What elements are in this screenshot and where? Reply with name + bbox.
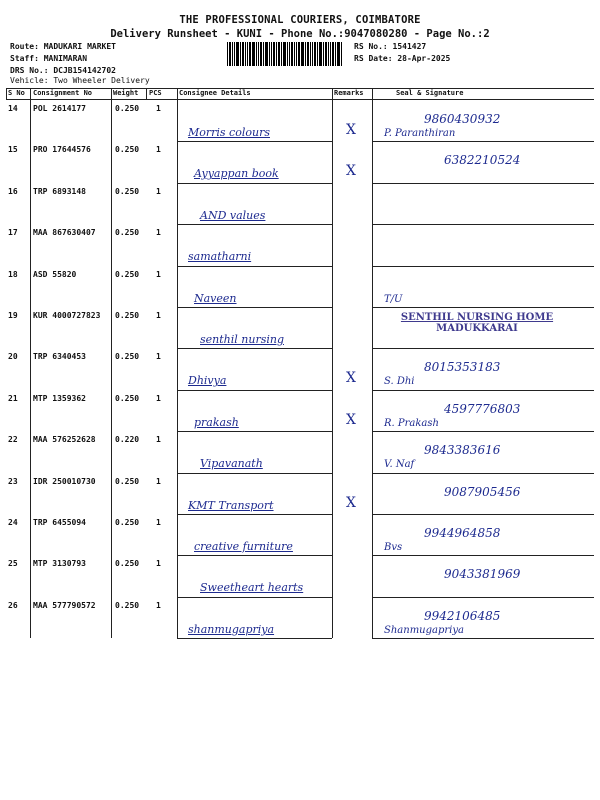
row-phone: 9043381969 (444, 567, 521, 582)
row-consignment-number: KUR 4000727823 (33, 311, 101, 320)
row-divider (177, 514, 332, 515)
rs-date: RS Date: 28-Apr-2025 (354, 54, 451, 63)
row-pieces: 1 (156, 559, 161, 569)
row-phone: 9843383616 (424, 443, 501, 458)
row-consignment-number: MAA 577790572 (33, 600, 96, 610)
row-consignee-name: samatharni (188, 250, 252, 264)
row-serial-number: 26 (8, 600, 18, 610)
row-signature: Shanmugapriya (384, 624, 464, 636)
row-signature: V. Naf (384, 459, 415, 471)
drs-text: DRS No.: DCJB154142702 (10, 66, 116, 75)
row-pieces: 1 (156, 228, 161, 238)
row-consignee-name: Naveen (194, 291, 237, 305)
row-consignment-number: MTP 3130793 (33, 559, 86, 569)
row-serial-number: 14 (8, 104, 18, 113)
row-remark-mark: X (346, 411, 356, 428)
row-pieces: 1 (156, 393, 161, 403)
row-phone: 9860430932 (424, 112, 501, 126)
row-consignment-number: PRO 17644576 (33, 145, 91, 155)
col-pcs: PCS (149, 89, 162, 97)
row-divider (177, 390, 332, 391)
row-divider (372, 307, 594, 308)
row-signature: T/U (384, 293, 403, 305)
row-divider (177, 141, 332, 142)
row-remark-mark: X (346, 494, 356, 511)
row-divider (177, 555, 332, 556)
stamp-line-1: SENTHIL NURSING HOME (400, 312, 554, 323)
row-consignment-number: TRP 6455094 (33, 518, 86, 527)
row-divider (372, 431, 594, 432)
row-divider (372, 597, 594, 598)
row-pieces: 1 (156, 600, 161, 610)
stamp-line-2: MADUKKARAI (436, 323, 518, 334)
row-serial-number: 15 (8, 145, 18, 155)
row-weight: 0.250 (115, 145, 140, 155)
row-divider (372, 514, 594, 515)
row-remark-mark: X (346, 122, 356, 138)
page-title: THE PROFESSIONAL COURIERS, COIMBATORE (179, 14, 421, 26)
row-consignee-name: KMT Transport (188, 498, 274, 512)
row-weight: 0.250 (115, 393, 140, 403)
row-weight: 0.250 (115, 600, 140, 610)
row-pieces: 1 (156, 311, 161, 320)
row-consignee-name: prakash (194, 415, 239, 429)
row-serial-number: 25 (8, 559, 18, 569)
row-pieces: 1 (156, 269, 161, 279)
row-serial-number: 19 (8, 311, 18, 320)
row-signature: R. Prakash (384, 417, 439, 429)
row-serial-number: 16 (8, 186, 18, 196)
row-consignee-name: Dhivya (188, 374, 227, 388)
col-sno: S No (8, 89, 25, 97)
row-divider (177, 473, 332, 474)
row-weight: 0.220 (115, 435, 140, 445)
row-consignee-name: senthil nursing (200, 333, 284, 346)
row-weight: 0.250 (115, 269, 140, 279)
row-divider (372, 555, 594, 556)
row-pieces: 1 (156, 145, 161, 155)
row-weight: 0.250 (115, 476, 140, 486)
row-remark-mark: X (346, 163, 356, 180)
row-consignment-number: POL 2614177 (33, 104, 86, 113)
row-divider (177, 307, 332, 308)
vehicle-text: Vehicle: Two Wheeler Delivery (10, 76, 150, 85)
row-consignee-name: Vipavanath (200, 457, 263, 471)
row-divider (372, 141, 594, 142)
row-weight: 0.250 (115, 518, 140, 527)
row-pieces: 1 (156, 186, 161, 196)
row-serial-number: 20 (8, 352, 18, 362)
row-weight: 0.250 (115, 186, 140, 196)
row-divider (177, 348, 332, 349)
runsheet-table (6, 88, 594, 638)
row-consignment-number: TRP 6340453 (33, 352, 86, 362)
col-seal-signature: Seal & Signature (396, 89, 464, 97)
row-consignment-number: IDR 250010730 (33, 476, 96, 486)
row-pieces: 1 (156, 518, 161, 527)
row-consignee-name: creative furniture (194, 540, 293, 553)
row-signature: Bvs (384, 542, 403, 553)
row-divider (372, 638, 594, 639)
row-consignee-name: Ayyappan book (194, 167, 279, 181)
row-weight: 0.250 (115, 104, 140, 113)
row-divider (372, 473, 594, 474)
barcode-image (227, 42, 346, 66)
row-weight: 0.250 (115, 311, 140, 320)
row-remark-mark: X (346, 370, 356, 387)
row-serial-number: 22 (8, 435, 18, 445)
row-serial-number: 24 (8, 518, 18, 527)
row-consignee-name: Morris colours (188, 126, 270, 139)
route-text: Route: MADUKARI MARKET (10, 42, 116, 51)
row-phone: 6382210524 (444, 153, 521, 168)
row-serial-number: 18 (8, 269, 18, 279)
row-consignee-name: shanmugapriya (188, 622, 275, 636)
row-divider (372, 348, 594, 349)
col-consignee: Consignee Details (179, 89, 251, 97)
row-pieces: 1 (156, 352, 161, 362)
row-pieces: 1 (156, 435, 161, 445)
row-signature: P. Paranthiran (384, 128, 456, 139)
row-divider (177, 183, 332, 184)
row-divider (177, 638, 332, 639)
seal-stamp (392, 312, 562, 334)
row-divider (177, 431, 332, 432)
row-serial-number: 21 (8, 393, 18, 403)
row-phone: 9942106485 (424, 608, 501, 623)
row-serial-number: 23 (8, 476, 18, 486)
row-divider (177, 224, 332, 225)
row-divider (372, 266, 594, 267)
rs-number: RS No.: 1541427 (354, 42, 427, 51)
row-divider (177, 266, 332, 267)
row-consignment-number: MTP 1359362 (33, 393, 86, 403)
col-consignment: Consignment No (33, 89, 93, 97)
row-divider (372, 224, 594, 225)
row-phone: 8015353183 (424, 360, 501, 375)
row-consignment-number: ASD 55820 (33, 269, 77, 279)
row-consignment-number: MAA 576252628 (33, 435, 96, 445)
row-weight: 0.250 (115, 352, 140, 362)
page-subtitle: Delivery Runsheet - KUNI - Phone No.:9047080280 - Page No.:2 (110, 28, 490, 40)
row-phone: 9087905456 (444, 484, 521, 499)
row-weight: 0.250 (115, 559, 140, 569)
row-consignment-number: MAA 867630407 (33, 228, 96, 238)
row-divider (372, 390, 594, 391)
row-consignee-name: AND values (200, 208, 266, 222)
row-signature: S. Dhi (384, 376, 415, 388)
row-phone: 4597776803 (444, 401, 521, 416)
col-remarks: Remarks (334, 89, 364, 97)
row-divider (177, 597, 332, 598)
staff-text: Staff: MANIMARAN (10, 54, 88, 63)
col-weight: Weight (113, 89, 139, 97)
row-serial-number: 17 (8, 228, 18, 238)
row-phone: 9944964858 (424, 526, 501, 540)
row-pieces: 1 (156, 104, 161, 113)
row-weight: 0.250 (115, 228, 140, 238)
row-pieces: 1 (156, 476, 161, 486)
row-consignee-name: Sweetheart hearts (200, 581, 304, 595)
row-consignment-number: TRP 6893148 (33, 186, 86, 196)
row-divider (372, 183, 594, 184)
